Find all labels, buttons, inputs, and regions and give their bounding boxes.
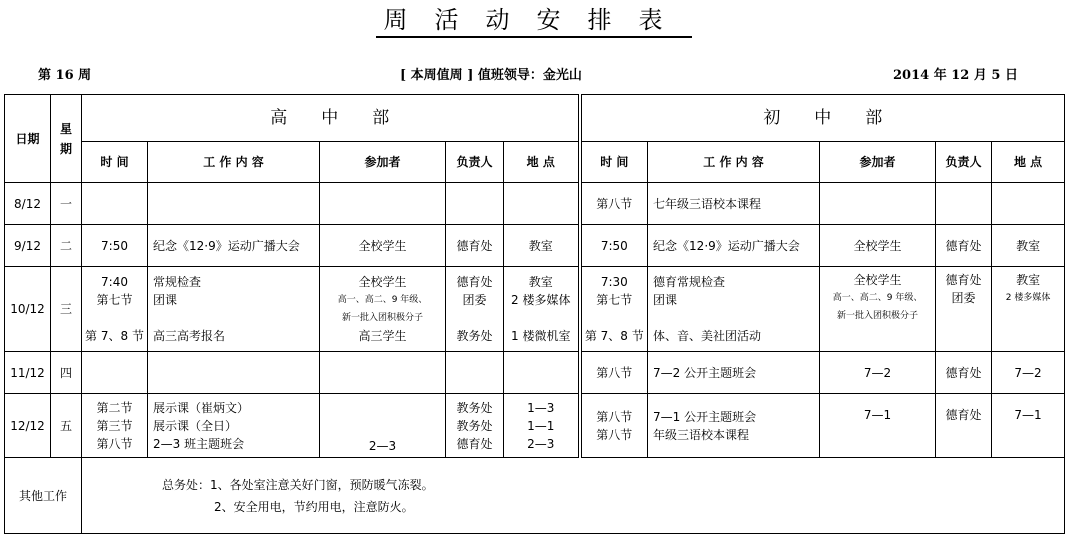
col-participants: 参加者: [820, 142, 936, 183]
row-weekday: 五: [51, 394, 82, 458]
cell-place: 教室 2 楼多媒体 1 楼微机室: [504, 267, 580, 352]
row-date: 11/12: [5, 352, 51, 394]
cell-place: 1—3 1—1 2—3: [504, 394, 580, 458]
cell-owner: 德育处: [446, 225, 504, 267]
col-date: 日期: [5, 95, 51, 183]
cell-content: 纪念《12·9》运动广播大会: [648, 225, 820, 267]
row-date: 12/12: [5, 394, 51, 458]
col-content: 工 作 内 容: [148, 142, 320, 183]
cell-participants: 全校学生: [320, 225, 446, 267]
table-row: [5, 267, 1065, 352]
row-weekday: 二: [51, 225, 82, 267]
cell-time: 第二节 第三节 第八节: [82, 394, 148, 458]
cell-content: 7—1 公开主题班会 年级三语校本课程: [648, 394, 820, 458]
cell-content: 七年级三语校本课程: [648, 183, 820, 225]
cell-participants: 7—1: [820, 394, 936, 458]
cell-place: 教室: [992, 225, 1065, 267]
cell-place: 7—2: [992, 352, 1065, 394]
cell-content: 7—2 公开主题班会: [648, 352, 820, 394]
cell-owner: 德育处: [936, 352, 992, 394]
cell-participants: 全校学生 高一、高二、9 年级、 新一批入团积极分子: [820, 267, 936, 352]
cell-time: 7:40 第七节 第 7、8 节: [82, 267, 148, 352]
col-time: 时 间: [82, 142, 148, 183]
schedule-table: [4, 94, 1065, 534]
cell-owner: 德育处: [936, 225, 992, 267]
cell-owner: 德育处 团委 教务处: [446, 267, 504, 352]
row-date: 9/12: [5, 225, 51, 267]
col-place: 地 点: [992, 142, 1065, 183]
col-weekday: 星 期: [51, 95, 82, 183]
table-row: [5, 225, 1065, 267]
col-content: 工 作 内 容: [648, 142, 820, 183]
cell-place: 教室 2 楼多媒体: [992, 267, 1065, 352]
cell-content: 德育常规检查 团课 体、音、美社团活动: [648, 267, 820, 352]
cell-time: 7:30 第七节 第 7、8 节: [580, 267, 648, 352]
cell-time: 第八节 第八节: [580, 394, 648, 458]
row-date: 8/12: [5, 183, 51, 225]
duty-leader: [ 本周值周 ] 值班领导：金光山: [400, 68, 582, 83]
cell-time: 7:50: [580, 225, 648, 267]
other-work-row: [5, 458, 1065, 534]
cell-time: 7:50: [82, 225, 148, 267]
row-weekday: 四: [51, 352, 82, 394]
col-owner: 负责人: [446, 142, 504, 183]
cell-owner: 德育处 团委: [936, 267, 992, 352]
col-place: 地 点: [504, 142, 580, 183]
table-row: [5, 352, 1065, 394]
col-time: 时 间: [580, 142, 648, 183]
other-work-content: 总务处：1、各处室注意关好门窗，预防暖气冻裂。 2、安全用电，节约用电，注意防火。: [82, 458, 1065, 534]
cell-owner: 教务处 教务处 德育处: [446, 394, 504, 458]
table-row: [5, 394, 1065, 458]
dept-high: 高中部: [82, 95, 580, 142]
row-weekday: 一: [51, 183, 82, 225]
cell-place: 教室: [504, 225, 580, 267]
week-number: 第 16 周: [38, 68, 92, 83]
report-date: 2014 年 12 月 5 日: [893, 68, 1018, 83]
cell-content: 纪念《12·9》运动广播大会: [148, 225, 320, 267]
dept-junior: 初中部: [580, 95, 1065, 142]
table-row: [5, 183, 1065, 225]
cell-owner: 德育处: [936, 394, 992, 458]
cell-participants: 全校学生 高一、高二、9 年级、 新一批入团积极分子 高三学生: [320, 267, 446, 352]
col-owner: 负责人: [936, 142, 992, 183]
cell-participants: 2—3: [320, 394, 446, 458]
cell-participants: 全校学生: [820, 225, 936, 267]
col-participants: 参加者: [320, 142, 446, 183]
other-work-label: 其他工作: [5, 458, 82, 534]
cell-place: 7—1: [992, 394, 1065, 458]
page-title: 周活动安排表: [0, 4, 1067, 38]
cell-participants: 7—2: [820, 352, 936, 394]
row-weekday: 三: [51, 267, 82, 352]
cell-time: 第八节: [580, 352, 648, 394]
row-date: 10/12: [5, 267, 51, 352]
cell-time: 第八节: [580, 183, 648, 225]
cell-content: 展示课（崔炳文） 展示课（全日） 2—3 班主题班会: [148, 394, 320, 458]
cell-content: 常规检查 团课 高三高考报名: [148, 267, 320, 352]
